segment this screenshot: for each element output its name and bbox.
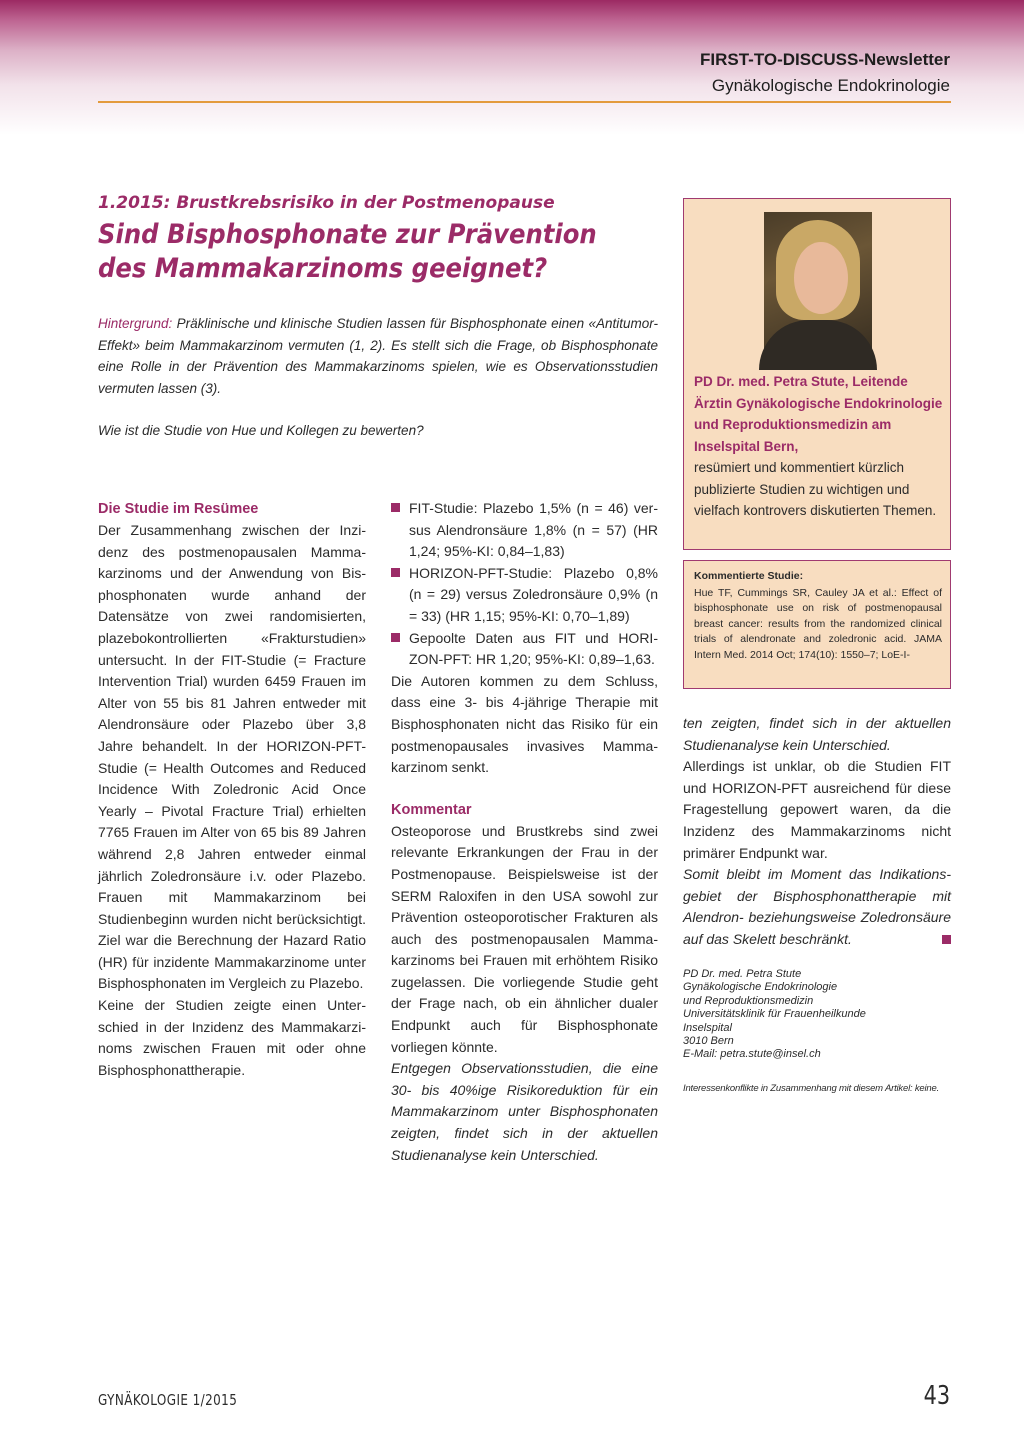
headline-line-1: Sind Bisphosphonate zur Prävention — [98, 219, 597, 250]
summary-paragraph-1: Der Zusammenhang zwischen der Inzidenz des postmenopausalen Mammakarzinoms und der Anwendung von Bisphosphonaten wurde anhand der Datensätze von zwei randomisierten, plazebokontrollierten «Frakturstudien» untersucht. In der FIT-Studie (= Fracture Intervention Trial) wurden 6459 Frauen im Alter von 55 bis 81 Jahren entweder mit Alendronsäure oder Plazebo über 3,8 Jahre behandelt. In der HORIZON-PFT-Studie (= Health Outcomes and Reduced Incidence With Zoledronic Acid Once Yearly – Pivotal Fracture Trial) erhielten 7765 Frauen im Alter von 65 bis 89 Jahren während 2,8 Jahren entweder einmal jährlich Zoledronsäure i.v. oder Plazebo. Frauen mit Mammakarzinom bei Studienbeginn wurden nicht berücksichtigt. Ziel war die Berechnung der Hazard Ratio (HR) für inzidente Mammakarzinome unter Bisphosphonaten im Vergleich zu Plazebo. — [98, 522, 366, 992]
summary-paragraph-2: Keine der Studien zeigte einen Unterschied in der Inzidenz des Mammakarzinoms zwischen Frauen mit oder ohne Bisphosphonattherapie. — [98, 997, 366, 1078]
footer-journal: GYNÄKOLOGIE 1/2015 — [98, 1391, 238, 1409]
result-bullet — [391, 498, 658, 563]
bullet-text: FIT-Studie: Plazebo 1,5% (n = 46) versus Alendronsäure 1,8% (n = 57) (HR 1,24; 95%-KI: 0,84–1,83) — [409, 500, 658, 560]
study-box — [683, 560, 951, 689]
article-kicker: 1.2015: Brustkrebsrisiko in der Postmenopause — [98, 193, 555, 213]
bullet-text: HORIZON-PFT-Studie: Plazebo 0,8% (n = 29) versus Zoledronsäure 0,9% (n = 33) (HR 1,15; 95%-KI: 0,70–1,89) — [409, 564, 658, 624]
newsletter-title: FIRST-TO-DISCUSS-Newsletter — [699, 50, 950, 69]
comment-paragraph-1: Osteoporose und Brustkrebs sind zwei relevante Erkrankungen der Frau in der Postmenopause. Beispielsweise ist der SERM Raloxifen in den USA sowohl zur Prävention osteoporotischer Frakturen als auch des postmenopausalen Mammakarzinoms bei Frauen mit erhöhtem Risiko zugelassen. Die vorliegende Studie geht der Frage nach, ob ein ähnlicher dualer Endpunkt auch für Bisphosphonate vorliegen könnte. — [391, 822, 658, 1055]
comment-paragraph-2-continued: ten zeigten, findet sich in der aktuellen Studienanalyse kein Unterschied. — [683, 715, 951, 753]
bullet-square-icon — [391, 568, 400, 577]
contact-line: Universitätsklinik für Frauenheilkunde — [683, 1008, 866, 1021]
bullet-square-icon — [391, 503, 400, 512]
column-3 — [683, 713, 951, 951]
contact-line: und Reproduktionsmedizin — [683, 994, 814, 1007]
lead-question: Wie ist die Studie von Hue und Kollegen zu bewerten? — [98, 423, 424, 438]
conflict-statement: Interessenkonflikte in Zusammenhang mit diesem Artikel: keine. — [683, 1083, 940, 1094]
intro-text: Präklinische und klinische Studien lassen für Bisphosphonate einen «Antitumor-Effekt» beim Mammakarzinom vermuten (1, 2). Es stellt sich die Frage, ob Bisphosphonate eine Rolle in der Prävention des Mammakarzinoms spielen, wie es Observationsstudien vermuten lassen (3). — [98, 316, 658, 396]
column-1 — [98, 498, 366, 1081]
comment-paragraph-2: Entgegen Observationsstudien, die eine 30- bis 40%ige Risikoreduktion für ein Mammakarzinom unter Bisphosphonaten zeigten, findet sich in der aktuellen Studienanalyse kein Unterschied. — [391, 1060, 658, 1163]
column-2 — [391, 498, 658, 1163]
conclusion-paragraph: Die Autoren kommen zu dem Schluss, dass eine 3- bis 4-jährige Therapie mit Bisphosphonaten nicht das Risiko für ein postmenopausales invasives Mammakarzinom senkt. — [391, 672, 658, 776]
author-name: PD Dr. med. Petra Stute, Leitende Ärztin Gynäkologische Endokrinologie und Reproduktionsmedizin am Inselspital Bern, — [694, 374, 943, 454]
contact-line: Inselspital — [683, 1021, 732, 1034]
bullet-text: Gepoolte Daten aus FIT und HORIZON-PFT: HR 1,20; 95%-KI: 0,89–1,63. — [409, 629, 658, 668]
study-heading: Kommentierte Studie: — [694, 570, 804, 582]
intro-label: Hintergrund: — [98, 316, 173, 331]
newsletter-subtitle: Gynäkologische Endokrinologie — [711, 76, 950, 95]
result-bullet — [391, 563, 658, 628]
author-photo — [764, 212, 872, 349]
contact-line: 3010 Bern — [683, 1035, 734, 1048]
end-square-icon — [942, 935, 951, 944]
headline-line-2: des Mammakarzinoms geeignet? — [98, 253, 548, 284]
author-box — [683, 198, 951, 550]
author-description: resümiert und kommentiert kürzlich publizierte Studien zu wichtigen und vielfach kontrovers diskutierten Themen. — [694, 460, 937, 518]
comment-paragraph-3: Allerdings ist unklar, ob die Studien FIT und HORIZON-PFT ausreichend für diese Fragestellung gepowert waren, da die Inzidenz des Mammakarzinoms nicht primärer Endpunkt war. — [683, 758, 951, 861]
contact-line: PD Dr. med. Petra Stute — [683, 968, 802, 980]
contact-block — [683, 968, 951, 1062]
contact-email[interactable]: E-Mail: petra.stute@insel.ch — [683, 1048, 821, 1061]
page-number: 43 — [923, 1381, 950, 1411]
comment-paragraph-4: Somit bleibt im Moment das Indikationsgebiet der Bisphosphonattherapie mit Alendron- beziehungsweise Zoledronsäure auf das Skelett beschränkt. — [683, 866, 951, 947]
article-headline — [98, 218, 602, 286]
intro-paragraph — [98, 313, 658, 399]
result-bullet — [391, 628, 658, 671]
section-heading-summary: Die Studie im Resümee — [98, 501, 259, 517]
study-citation: Hue TF, Cummings SR, Cauley JA et al.: Effect of bisphosphonate use on risk of postmenopausal breast cancer: results from the randomized clinical trials of alendronate and zoledronic acid. JAMA Intern Med. 2014 Oct; 174(10): 1550–7; LoE-I- — [694, 587, 942, 661]
header-rule — [98, 101, 951, 103]
bullet-square-icon — [391, 633, 400, 642]
contact-line: Gynäkologische Endokrinologie — [683, 981, 838, 994]
section-heading-comment: Kommentar — [391, 801, 472, 818]
